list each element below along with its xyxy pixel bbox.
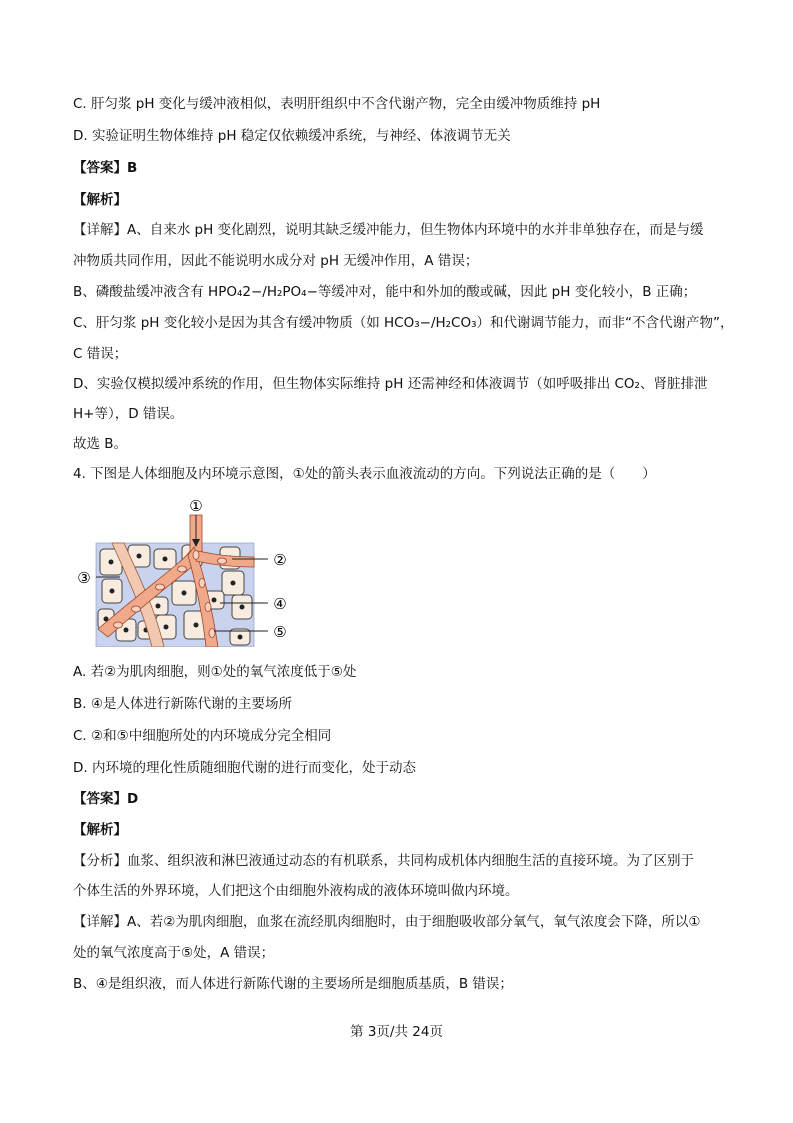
label-5: ⑤ (273, 623, 287, 641)
detail-c-line1: C、肝匀浆 pH 变化较小是因为其含有缓冲物质（如 HCO₃−/H₂CO₃）和代谢调节能力，而非“不含代谢产物”， (73, 315, 734, 331)
detail-q4-a-line1: 【详解】A、若②为肌肉细胞，血浆在流经肌肉细胞时，由于细胞吸收部分氧气，氧气浓度会下降，所以① (73, 914, 701, 930)
detail-c-line2: C 错误； (73, 346, 128, 362)
page-footer: 第 3页/共 24页 (350, 1024, 443, 1040)
detail-b: B、磷酸盐缓冲液含有 HPO₄2−/H₂PO₄−等缓冲对，能中和外加的酸或碱，因此 pH 变化较小，B 正确； (73, 284, 697, 300)
detail-d-line2: H+等），D 错误。 (73, 406, 184, 422)
label-4: ④ (273, 595, 287, 613)
option-c-prev: C. 肝匀浆 pH 变化与缓冲液相似，表明肝组织中不含代谢产物，完全由缓冲物质维持 pH (73, 96, 601, 112)
detail-a-line2: 冲物质共同作用，因此不能说明水成分对 pH 无缓冲作用，A 错误； (73, 253, 479, 269)
detail-d-line1: D、实验仅模拟缓冲系统的作用，但生物体实际维持 pH 还需神经和体液调节（如呼吸排出 CO₂、肾脏排泄 (73, 376, 708, 392)
detail-q4-b: B、④是组织液，而人体进行新陈代谢的主要场所是细胞质基质，B 错误； (73, 976, 513, 992)
detail-q4-a-line2: 处的氧气浓度高于⑤处，A 错误； (73, 945, 275, 961)
label-3: ③ (77, 569, 91, 587)
fenxi-line2: 个体生活的外界环境，人们把这个由细胞外液构成的液体环境叫做内环境。 (73, 883, 519, 899)
answer-q4: 【答案】D (73, 791, 139, 807)
detail-a-line1: 【详解】A、自来水 pH 变化剧烈，说明其缺乏缓冲能力，但生物体内环境中的水并非单独存在，而是与缓 (73, 222, 704, 238)
analysis-heading-prev: 【解析】 (73, 192, 127, 208)
cell-environment-diagram (72, 497, 302, 647)
label-2: ② (273, 551, 287, 569)
question-4-stem: 4. 下图是人体细胞及内环境示意图，①处的箭头表示血液流动的方向。下列说法正确的是（ ） (73, 466, 656, 482)
analysis-heading-q4: 【解析】 (73, 822, 127, 838)
choose-line: 故选 B。 (73, 436, 128, 452)
fenxi-line1: 【分析】血浆、组织液和淋巴液通过动态的有机联系，共同构成机体内细胞生活的直接环境。为了区别于 (73, 853, 694, 869)
option-b: B. ④是人体进行新陈代谢的主要场所 (73, 696, 292, 712)
option-a: A. 若②为肌肉细胞，则①处的氧气浓度低于⑤处 (73, 664, 357, 680)
answer-prev: 【答案】B (73, 160, 138, 176)
option-c: C. ②和⑤中细胞所处的内环境成分完全相同 (73, 728, 332, 744)
option-d: D. 内环境的理化性质随细胞代谢的进行而变化，处于动态 (73, 760, 416, 776)
label-1: ① (189, 497, 203, 515)
option-d-prev: D. 实验证明生物体维持 pH 稳定仅依赖缓冲系统，与神经、体液调节无关 (73, 128, 511, 144)
